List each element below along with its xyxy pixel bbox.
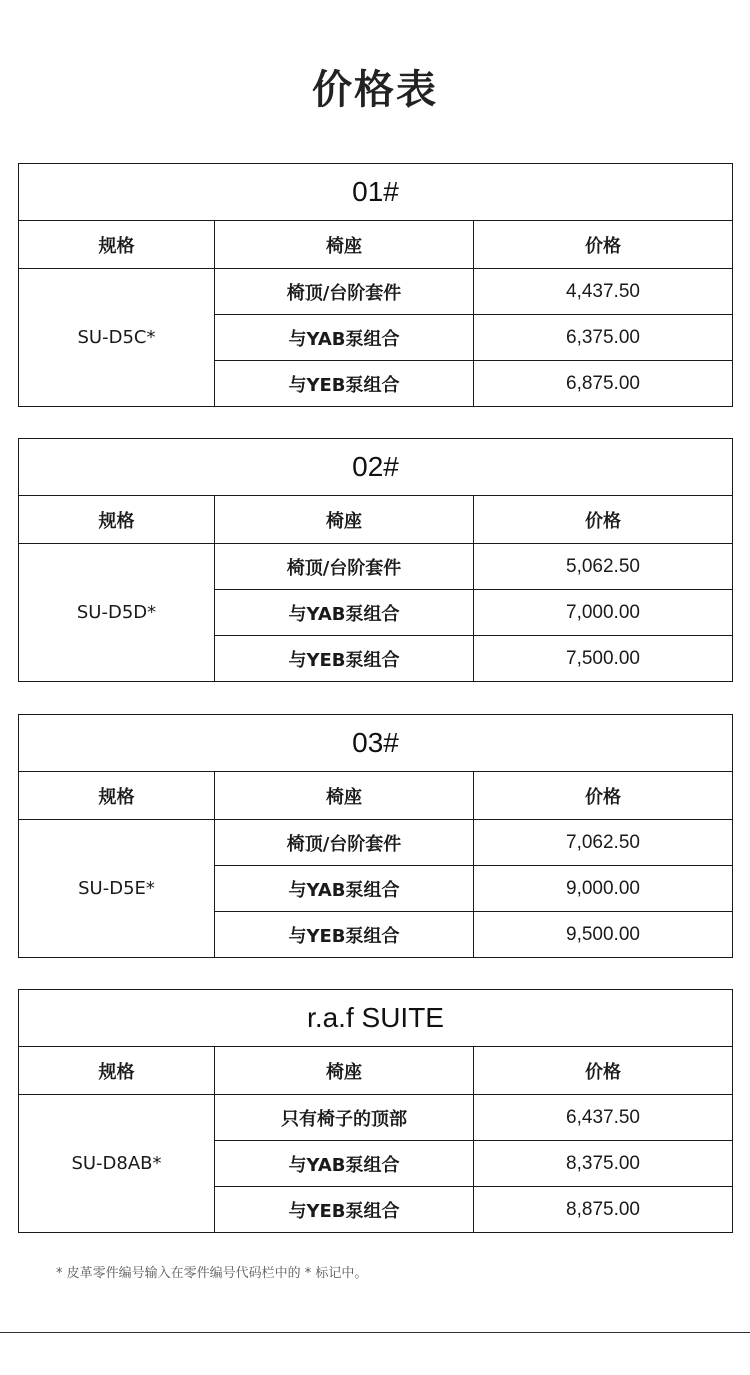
header-seat: 椅座 (215, 1047, 474, 1095)
seat-cell: 只有椅子的顶部 (215, 1095, 474, 1141)
seat-cell: 与YAB泵组合 (215, 866, 474, 912)
price-cell: 7,062.50 (474, 820, 733, 866)
price-cell: 9,500.00 (474, 912, 733, 958)
table-title-row (19, 439, 733, 496)
header-spec: 规格 (19, 772, 215, 820)
seat-cell: 与YAB泵组合 (215, 590, 474, 636)
price-cell: 9,000.00 (474, 866, 733, 912)
table-row (19, 1095, 733, 1141)
table-row (19, 820, 733, 866)
seat-cell: 与YEB泵组合 (215, 912, 474, 958)
seat-cell: 与YAB泵组合 (215, 1141, 474, 1187)
table-row (19, 269, 733, 315)
table-title-row (19, 715, 733, 772)
spec-cell: SU-D5D* (19, 544, 215, 682)
price-cell: 4,437.50 (474, 269, 733, 315)
header-seat: 椅座 (215, 772, 474, 820)
price-cell: 7,000.00 (474, 590, 733, 636)
price-table-raf-suite (18, 989, 733, 1233)
seat-cell: 与YEB泵组合 (215, 1187, 474, 1233)
table-row (19, 544, 733, 590)
table-title: 02# (19, 439, 733, 496)
header-seat: 椅座 (215, 221, 474, 269)
header-price: 价格 (474, 496, 733, 544)
price-table-02 (18, 438, 733, 682)
spec-cell: SU-D8AB* (19, 1095, 215, 1233)
header-spec: 规格 (19, 1047, 215, 1095)
table-title: r.a.f SUITE (19, 990, 733, 1047)
spec-cell: SU-D5E* (19, 820, 215, 958)
seat-cell: 与YAB泵组合 (215, 315, 474, 361)
bottom-divider (0, 1332, 750, 1333)
spec-cell: SU-D5C* (19, 269, 215, 407)
table-title: 03# (19, 715, 733, 772)
seat-cell: 与YEB泵组合 (215, 361, 474, 407)
header-price: 价格 (474, 1047, 733, 1095)
price-table-01 (18, 163, 733, 407)
header-spec: 规格 (19, 496, 215, 544)
header-seat: 椅座 (215, 496, 474, 544)
price-cell: 8,875.00 (474, 1187, 733, 1233)
seat-cell: 椅顶/台阶套件 (215, 544, 474, 590)
price-cell: 5,062.50 (474, 544, 733, 590)
footnote: * 皮革零件编号输入在零件编号代码栏中的 * 标记中。 (56, 1266, 368, 1281)
price-cell: 8,375.00 (474, 1141, 733, 1187)
table-header-row (19, 496, 733, 544)
header-spec: 规格 (19, 221, 215, 269)
table-header-row (19, 772, 733, 820)
price-cell: 7,500.00 (474, 636, 733, 682)
price-table-03 (18, 714, 733, 958)
price-cell: 6,375.00 (474, 315, 733, 361)
table-title-row (19, 164, 733, 221)
table-title: 01# (19, 164, 733, 221)
price-cell: 6,875.00 (474, 361, 733, 407)
table-title-row (19, 990, 733, 1047)
header-price: 价格 (474, 221, 733, 269)
price-cell: 6,437.50 (474, 1095, 733, 1141)
seat-cell: 与YEB泵组合 (215, 636, 474, 682)
header-price: 价格 (474, 772, 733, 820)
seat-cell: 椅顶/台阶套件 (215, 269, 474, 315)
page-title: 价格表 (312, 67, 438, 113)
table-header-row (19, 221, 733, 269)
seat-cell: 椅顶/台阶套件 (215, 820, 474, 866)
table-header-row (19, 1047, 733, 1095)
